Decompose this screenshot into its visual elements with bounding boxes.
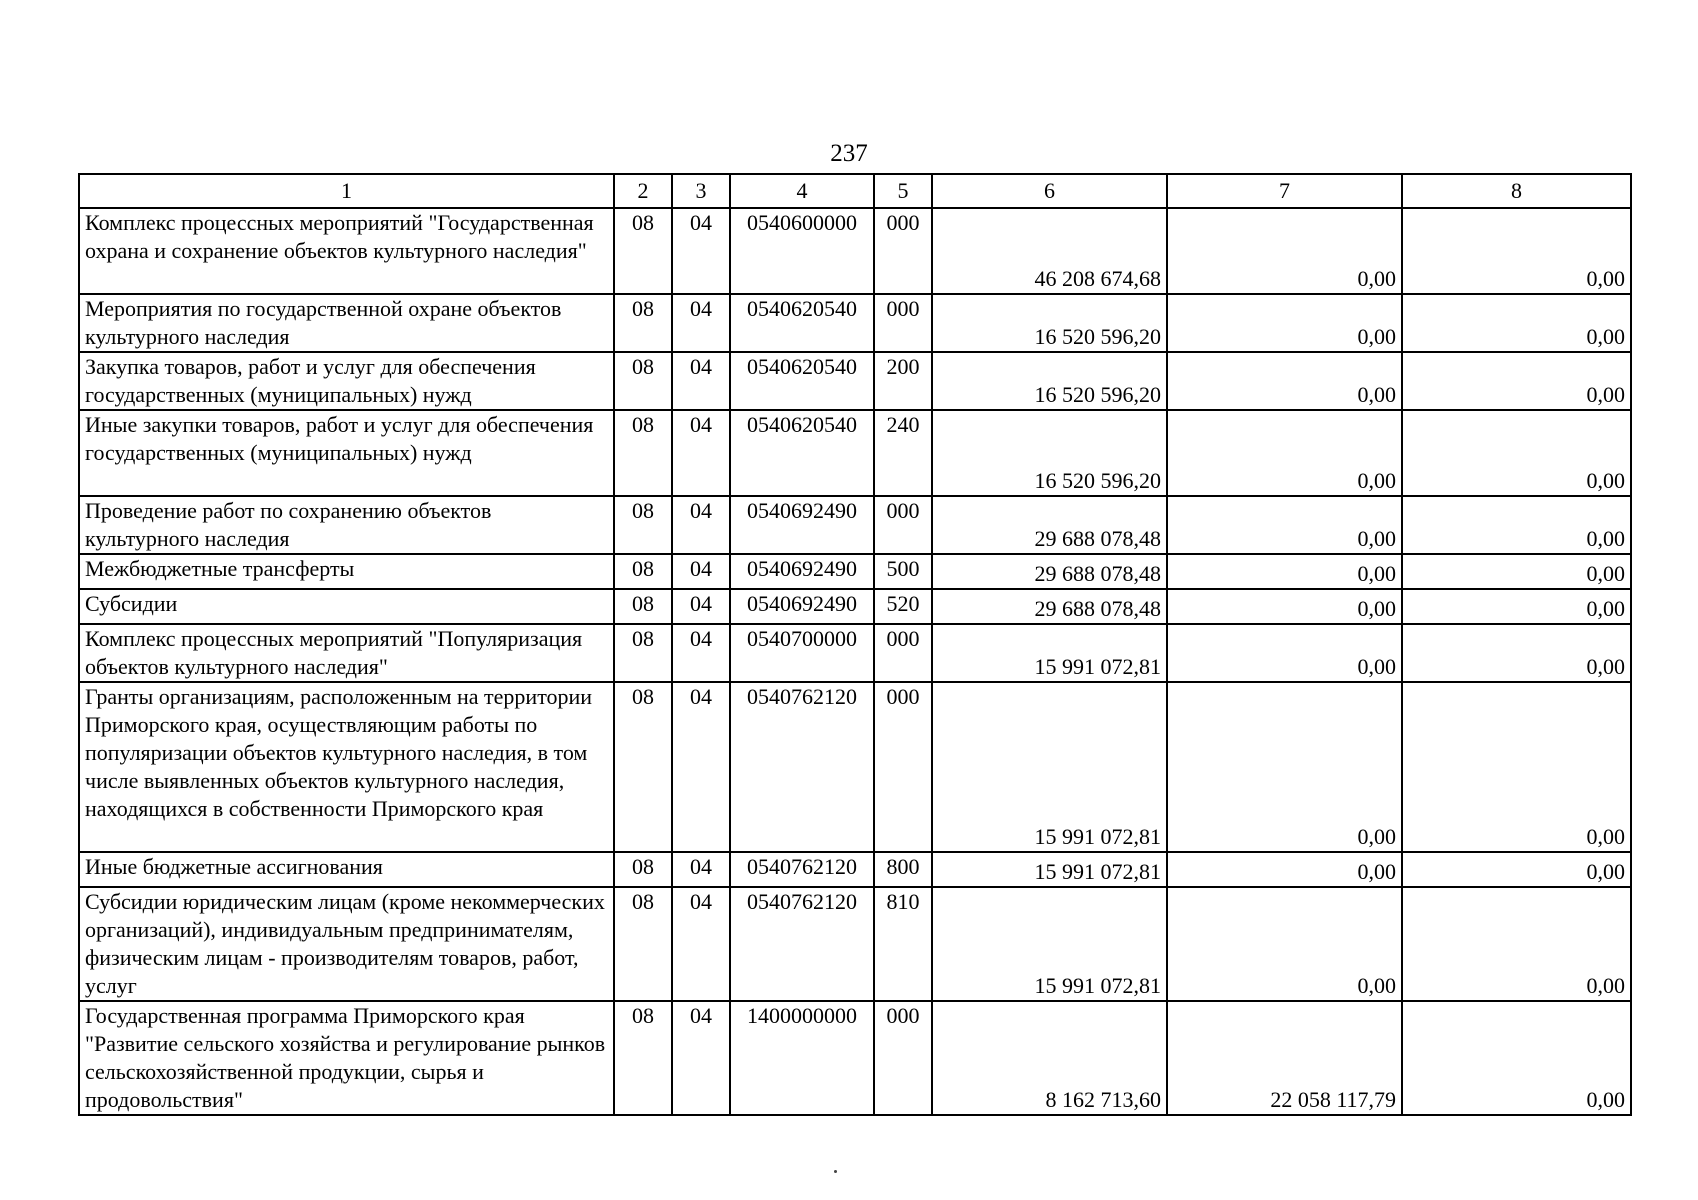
amount-col7-cell: 0,00 — [1167, 589, 1402, 624]
amount-col7-cell: 0,00 — [1167, 410, 1402, 496]
table-row — [79, 208, 1631, 294]
target-article-cell: 1400000000 — [730, 1001, 874, 1115]
section-code-cell: 08 — [614, 1001, 672, 1115]
target-article-cell: 0540692490 — [730, 589, 874, 624]
amount-col7-cell: 22 058 117,79 — [1167, 1001, 1402, 1115]
subsection-code-cell: 04 — [672, 554, 730, 589]
expense-type-cell: 000 — [874, 208, 932, 294]
target-article-cell: 0540600000 — [730, 208, 874, 294]
row-name-cell: Комплекс процессных мероприятий "Государственная охрана и сохранение объектов культурного наследия" — [79, 208, 614, 294]
amount-col8-cell: 0,00 — [1402, 624, 1631, 682]
row-name-cell: Государственная программа Приморского края "Развитие сельского хозяйства и регулирование рынков сельскохозяйственной продукции, сырья и продовольствия" — [79, 1001, 614, 1115]
table-row — [79, 496, 1631, 554]
table-row — [79, 887, 1631, 1001]
subsection-code-cell: 04 — [672, 352, 730, 410]
amount-col7-cell: 0,00 — [1167, 624, 1402, 682]
row-name-cell: Гранты организациям, расположенным на территории Приморского края, осуществляющим работы по популяризации объектов культурного наследия, в том числе выявленных объектов культурного наследия, находящихся в собственности Приморского края — [79, 682, 614, 852]
subsection-code-cell: 04 — [672, 496, 730, 554]
amount-col7-cell: 0,00 — [1167, 496, 1402, 554]
table-row — [79, 682, 1631, 852]
target-article-cell: 0540762120 — [730, 852, 874, 887]
column-header: 5 — [874, 174, 932, 208]
table-row — [79, 352, 1631, 410]
amount-col8-cell: 0,00 — [1402, 589, 1631, 624]
amount-col6-cell: 15 991 072,81 — [932, 624, 1167, 682]
table-row — [79, 294, 1631, 352]
amount-col7-cell: 0,00 — [1167, 852, 1402, 887]
table-row — [79, 1001, 1631, 1115]
subsection-code-cell: 04 — [672, 624, 730, 682]
amount-col6-cell: 46 208 674,68 — [932, 208, 1167, 294]
amount-col8-cell: 0,00 — [1402, 410, 1631, 496]
amount-col6-cell: 29 688 078,48 — [932, 589, 1167, 624]
amount-col8-cell: 0,00 — [1402, 208, 1631, 294]
row-name-cell: Межбюджетные трансферты — [79, 554, 614, 589]
amount-col6-cell: 15 991 072,81 — [932, 682, 1167, 852]
amount-col8-cell: 0,00 — [1402, 852, 1631, 887]
section-code-cell: 08 — [614, 682, 672, 852]
column-header: 4 — [730, 174, 874, 208]
amount-col6-cell: 16 520 596,20 — [932, 294, 1167, 352]
subsection-code-cell: 04 — [672, 1001, 730, 1115]
target-article-cell: 0540620540 — [730, 410, 874, 496]
amount-col8-cell: 0,00 — [1402, 887, 1631, 1001]
table-row — [79, 624, 1631, 682]
subsection-code-cell: 04 — [672, 887, 730, 1001]
section-code-cell: 08 — [614, 887, 672, 1001]
budget-table — [78, 173, 1632, 1116]
row-name-cell: Иные закупки товаров, работ и услуг для обеспечения государственных (муниципальных) нужд — [79, 410, 614, 496]
target-article-cell: 0540620540 — [730, 294, 874, 352]
row-name-cell: Проведение работ по сохранению объектов культурного наследия — [79, 496, 614, 554]
column-header: 8 — [1402, 174, 1631, 208]
expense-type-cell: 800 — [874, 852, 932, 887]
section-code-cell: 08 — [614, 352, 672, 410]
subsection-code-cell: 04 — [672, 208, 730, 294]
expense-type-cell: 000 — [874, 1001, 932, 1115]
column-header: 6 — [932, 174, 1167, 208]
row-name-cell: Комплекс процессных мероприятий "Популяризация объектов культурного наследия" — [79, 624, 614, 682]
expense-type-cell: 240 — [874, 410, 932, 496]
expense-type-cell: 500 — [874, 554, 932, 589]
column-header: 2 — [614, 174, 672, 208]
amount-col6-cell: 29 688 078,48 — [932, 496, 1167, 554]
section-code-cell: 08 — [614, 208, 672, 294]
section-code-cell: 08 — [614, 852, 672, 887]
table-row — [79, 554, 1631, 589]
row-name-cell: Субсидии юридическим лицам (кроме некоммерческих организаций), индивидуальным предпринимателям, физическим лицам - производителям товаров, работ, услуг — [79, 887, 614, 1001]
target-article-cell: 0540762120 — [730, 682, 874, 852]
amount-col6-cell: 16 520 596,20 — [932, 352, 1167, 410]
table-row — [79, 852, 1631, 887]
target-article-cell: 0540700000 — [730, 624, 874, 682]
amount-col6-cell: 16 520 596,20 — [932, 410, 1167, 496]
subsection-code-cell: 04 — [672, 589, 730, 624]
amount-col7-cell: 0,00 — [1167, 682, 1402, 852]
amount-col7-cell: 0,00 — [1167, 887, 1402, 1001]
row-name-cell: Субсидии — [79, 589, 614, 624]
row-name-cell: Мероприятия по государственной охране объектов культурного наследия — [79, 294, 614, 352]
subsection-code-cell: 04 — [672, 852, 730, 887]
expense-type-cell: 000 — [874, 624, 932, 682]
subsection-code-cell: 04 — [672, 294, 730, 352]
expense-type-cell: 200 — [874, 352, 932, 410]
subsection-code-cell: 04 — [672, 682, 730, 852]
amount-col8-cell: 0,00 — [1402, 1001, 1631, 1115]
page-number: 237 — [830, 140, 868, 167]
scan-speck — [834, 1170, 837, 1173]
amount-col7-cell: 0,00 — [1167, 352, 1402, 410]
amount-col8-cell: 0,00 — [1402, 352, 1631, 410]
amount-col6-cell: 8 162 713,60 — [932, 1001, 1167, 1115]
expense-type-cell: 000 — [874, 294, 932, 352]
expense-type-cell: 810 — [874, 887, 932, 1001]
expense-type-cell: 000 — [874, 496, 932, 554]
column-header: 1 — [79, 174, 614, 208]
amount-col8-cell: 0,00 — [1402, 496, 1631, 554]
target-article-cell: 0540692490 — [730, 496, 874, 554]
table-row — [79, 589, 1631, 624]
amount-col7-cell: 0,00 — [1167, 208, 1402, 294]
target-article-cell: 0540762120 — [730, 887, 874, 1001]
expense-type-cell: 520 — [874, 589, 932, 624]
column-header: 7 — [1167, 174, 1402, 208]
amount-col6-cell: 15 991 072,81 — [932, 887, 1167, 1001]
target-article-cell: 0540692490 — [730, 554, 874, 589]
section-code-cell: 08 — [614, 554, 672, 589]
table-row — [79, 410, 1631, 496]
target-article-cell: 0540620540 — [730, 352, 874, 410]
amount-col7-cell: 0,00 — [1167, 294, 1402, 352]
section-code-cell: 08 — [614, 410, 672, 496]
table-header-row — [79, 174, 1631, 208]
expense-type-cell: 000 — [874, 682, 932, 852]
row-name-cell: Иные бюджетные ассигнования — [79, 852, 614, 887]
amount-col6-cell: 29 688 078,48 — [932, 554, 1167, 589]
section-code-cell: 08 — [614, 624, 672, 682]
section-code-cell: 08 — [614, 294, 672, 352]
amount-col6-cell: 15 991 072,81 — [932, 852, 1167, 887]
subsection-code-cell: 04 — [672, 410, 730, 496]
section-code-cell: 08 — [614, 496, 672, 554]
row-name-cell: Закупка товаров, работ и услуг для обеспечения государственных (муниципальных) нужд — [79, 352, 614, 410]
amount-col8-cell: 0,00 — [1402, 682, 1631, 852]
amount-col8-cell: 0,00 — [1402, 554, 1631, 589]
column-header: 3 — [672, 174, 730, 208]
amount-col8-cell: 0,00 — [1402, 294, 1631, 352]
amount-col7-cell: 0,00 — [1167, 554, 1402, 589]
section-code-cell: 08 — [614, 589, 672, 624]
